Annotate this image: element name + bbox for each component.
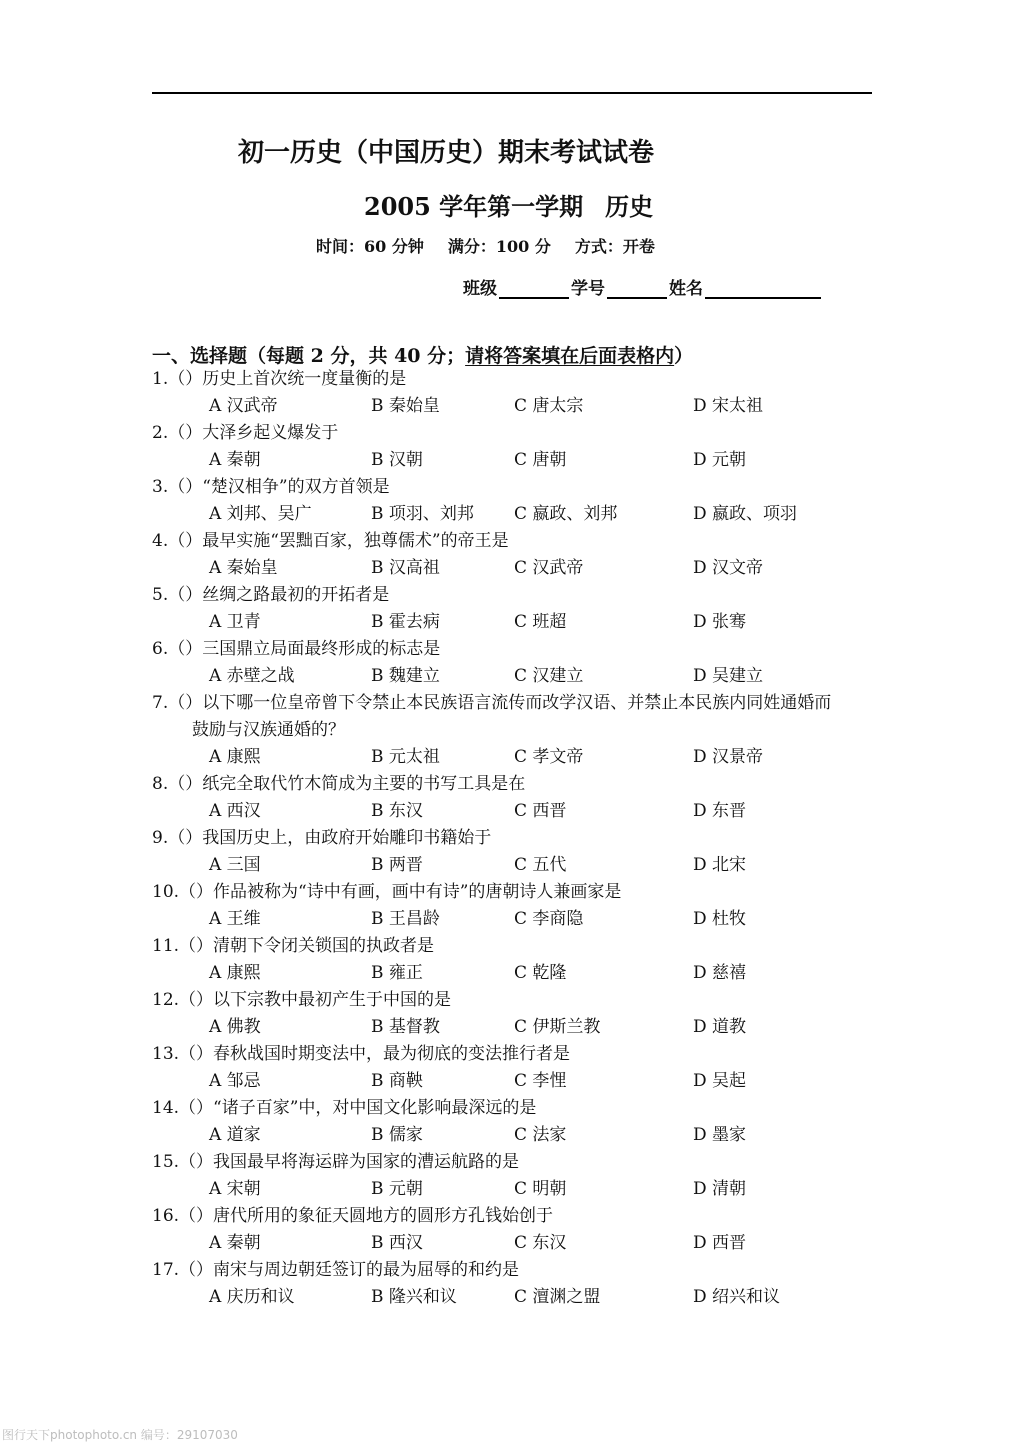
question-list (152, 366, 882, 1311)
exam-time: 时间：60 分钟 (316, 237, 424, 256)
question-options (152, 501, 882, 528)
option-a: A 西汉 (209, 801, 261, 821)
option-c: C 嬴政、刘邦 (514, 504, 618, 524)
question-options (152, 852, 882, 879)
option-b: B 隆兴和议 (371, 1287, 457, 1307)
option-a: A 三国 (209, 855, 261, 875)
question-stem: 11.（）清朝下令闭关锁国的执政者是 (152, 936, 435, 956)
option-c: C 汉建立 (514, 666, 584, 686)
option-d: D 绍兴和议 (693, 1287, 781, 1307)
question-options (152, 960, 882, 987)
question-17 (152, 1257, 882, 1311)
option-b: B 商鞅 (371, 1071, 423, 1091)
question-15 (152, 1149, 882, 1203)
name-label: 姓名 (669, 279, 703, 299)
option-a: A 宋朝 (209, 1179, 261, 1199)
option-b: B 元太祖 (371, 747, 440, 767)
class-label: 班级 (463, 279, 497, 299)
question-1 (152, 366, 882, 420)
question-stem: 13.（）春秋战国时期变法中，最为彻底的变法推行者是 (152, 1044, 571, 1064)
page-subtitle (364, 187, 653, 222)
option-a: A 佛教 (209, 1017, 261, 1037)
option-b: B 魏建立 (371, 666, 440, 686)
section-heading-prefix: 一、选择题（每题 2 分，共 40 分； (152, 345, 466, 367)
option-a: A 刘邦、吴广 (209, 504, 312, 524)
option-c: C 班超 (514, 612, 567, 632)
exam-mode: 方式：开卷 (574, 237, 655, 256)
question-stem: 10.（）作品被称为“诗中有画，画中有诗”的唐朝诗人兼画家是 (152, 882, 622, 902)
option-c: C 伊斯兰教 (514, 1017, 601, 1037)
question-stem: 2.（）大泽乡起义爆发于 (152, 423, 339, 443)
option-d: D 嬴政、项羽 (693, 504, 798, 524)
number-field[interactable] (607, 279, 667, 299)
question-stem: 6.（）三国鼎立局面最终形成的标志是 (152, 639, 441, 659)
question-12 (152, 987, 882, 1041)
question-options (152, 1284, 882, 1311)
option-c: C 法家 (514, 1125, 567, 1145)
question-8 (152, 771, 882, 825)
option-a: A 秦朝 (209, 450, 261, 470)
question-16 (152, 1203, 882, 1257)
option-b: B 霍去病 (371, 612, 440, 632)
option-b: B 汉朝 (371, 450, 423, 470)
option-c: C 东汉 (514, 1233, 567, 1253)
option-c: C 唐朝 (514, 450, 567, 470)
option-a: A 道家 (209, 1125, 261, 1145)
section-heading-suffix: ） (674, 345, 694, 367)
option-b: B 王昌龄 (371, 909, 440, 929)
question-10 (152, 879, 882, 933)
class-field[interactable] (499, 279, 569, 299)
question-stem: 9.（）我国历史上，由政府开始雕印书籍始于 (152, 828, 492, 848)
option-d: D 吴起 (693, 1071, 747, 1091)
option-d: D 北宋 (693, 855, 747, 875)
option-c: C 孝文帝 (514, 747, 584, 767)
option-b: B 东汉 (371, 801, 423, 821)
subtitle-term: 2005 学年第一学期 (364, 192, 584, 221)
option-a: A 秦朝 (209, 1233, 261, 1253)
number-label: 学号 (571, 279, 605, 299)
page-title: 初一历史（中国历史）期末考试试卷 (238, 138, 655, 168)
option-d: D 张骞 (693, 612, 747, 632)
question-options (152, 1014, 882, 1041)
question-options (152, 663, 882, 690)
question-options (152, 393, 882, 420)
option-c: C 五代 (514, 855, 567, 875)
option-b: B 基督教 (371, 1017, 440, 1037)
option-a: A 康熙 (209, 963, 261, 983)
option-c: C 澶渊之盟 (514, 1287, 601, 1307)
top-rule (152, 92, 872, 94)
option-d: D 清朝 (693, 1179, 747, 1199)
student-info (463, 274, 823, 299)
option-c: C 唐太宗 (514, 396, 584, 416)
option-d: D 东晋 (693, 801, 747, 821)
option-d: D 元朝 (693, 450, 747, 470)
section-heading (152, 341, 693, 368)
option-d: D 汉文帝 (693, 558, 764, 578)
option-a: A 汉武帝 (209, 396, 278, 416)
question-7 (152, 690, 882, 771)
option-d: D 西晋 (693, 1233, 747, 1253)
option-d: D 墨家 (693, 1125, 747, 1145)
question-options (152, 1230, 882, 1257)
option-d: D 宋太祖 (693, 396, 764, 416)
option-a: A 卫青 (209, 612, 261, 632)
question-options (152, 906, 882, 933)
question-13 (152, 1041, 882, 1095)
exam-score: 满分：100 分 (447, 237, 551, 256)
option-a: A 庆历和议 (209, 1287, 295, 1307)
question-options (152, 744, 882, 771)
option-a: A 康熙 (209, 747, 261, 767)
question-14 (152, 1095, 882, 1149)
exam-info (316, 234, 655, 257)
option-b: B 项羽、刘邦 (371, 504, 474, 524)
option-a: A 邹忌 (209, 1071, 261, 1091)
question-stem: 14.（）“诸子百家”中，对中国文化影响最深远的是 (152, 1098, 537, 1118)
section-heading-instruction: 请将答案填在后面表格内 (465, 345, 675, 367)
question-options (152, 1176, 882, 1203)
option-b: B 元朝 (371, 1179, 423, 1199)
question-options (152, 555, 882, 582)
question-9 (152, 825, 882, 879)
option-d: D 汉景帝 (693, 747, 764, 767)
question-5 (152, 582, 882, 636)
question-stem: 7.（）以下哪一位皇帝曾下令禁止本民族语言流传而改学汉语、并禁止本民族内同姓通婚而 (152, 693, 832, 713)
question-4 (152, 528, 882, 582)
question-options (152, 447, 882, 474)
option-d: D 慈禧 (693, 963, 747, 983)
option-d: D 道教 (693, 1017, 747, 1037)
question-options (152, 798, 882, 825)
question-options (152, 1122, 882, 1149)
option-a: A 王维 (209, 909, 261, 929)
option-c: C 西晋 (514, 801, 567, 821)
question-stem: 16.（）唐代所用的象征天圆地方的圆形方孔钱始创于 (152, 1206, 554, 1226)
question-3 (152, 474, 882, 528)
question-stem: 4.（）最早实施“罢黜百家，独尊儒术”的帝王是 (152, 531, 509, 551)
option-b: B 雍正 (371, 963, 423, 983)
question-options (152, 1068, 882, 1095)
option-b: B 汉高祖 (371, 558, 440, 578)
question-options (152, 609, 882, 636)
option-d: D 吴建立 (693, 666, 764, 686)
question-stem: 8.（）纸完全取代竹木简成为主要的书写工具是在 (152, 774, 526, 794)
option-c: C 汉武帝 (514, 558, 584, 578)
question-stem: 15.（）我国最早将海运辟为国家的漕运航路的是 (152, 1152, 520, 1172)
question-stem: 5.（）丝绸之路最初的开拓者是 (152, 585, 390, 605)
option-b: B 西汉 (371, 1233, 423, 1253)
question-stem: 17.（）南宋与周边朝廷签订的最为屈辱的和约是 (152, 1260, 520, 1280)
question-11 (152, 933, 882, 987)
option-c: C 乾隆 (514, 963, 567, 983)
question-stem: 12.（）以下宗教中最初产生于中国的是 (152, 990, 452, 1010)
question-2 (152, 420, 882, 474)
question-stem: 1.（）历史上首次统一度量衡的是 (152, 369, 407, 389)
option-b: B 两晋 (371, 855, 423, 875)
option-c: C 李商隐 (514, 909, 584, 929)
option-d: D 杜牧 (693, 909, 747, 929)
name-field[interactable] (705, 279, 821, 299)
option-c: C 李悝 (514, 1071, 567, 1091)
option-a: A 秦始皇 (209, 558, 278, 578)
question-stem: 3.（）“楚汉相争”的双方首领是 (152, 477, 390, 497)
option-b: B 儒家 (371, 1125, 423, 1145)
subtitle-subject: 历史 (605, 192, 654, 221)
option-a: A 赤壁之战 (209, 666, 295, 686)
option-b: B 秦始皇 (371, 396, 440, 416)
watermark: 图行天下photophoto.cn 编号：29107030 (2, 1428, 238, 1442)
option-c: C 明朝 (514, 1179, 567, 1199)
question-6 (152, 636, 882, 690)
question-stem-continuation: 鼓励与汉族通婚的？ (192, 720, 345, 740)
